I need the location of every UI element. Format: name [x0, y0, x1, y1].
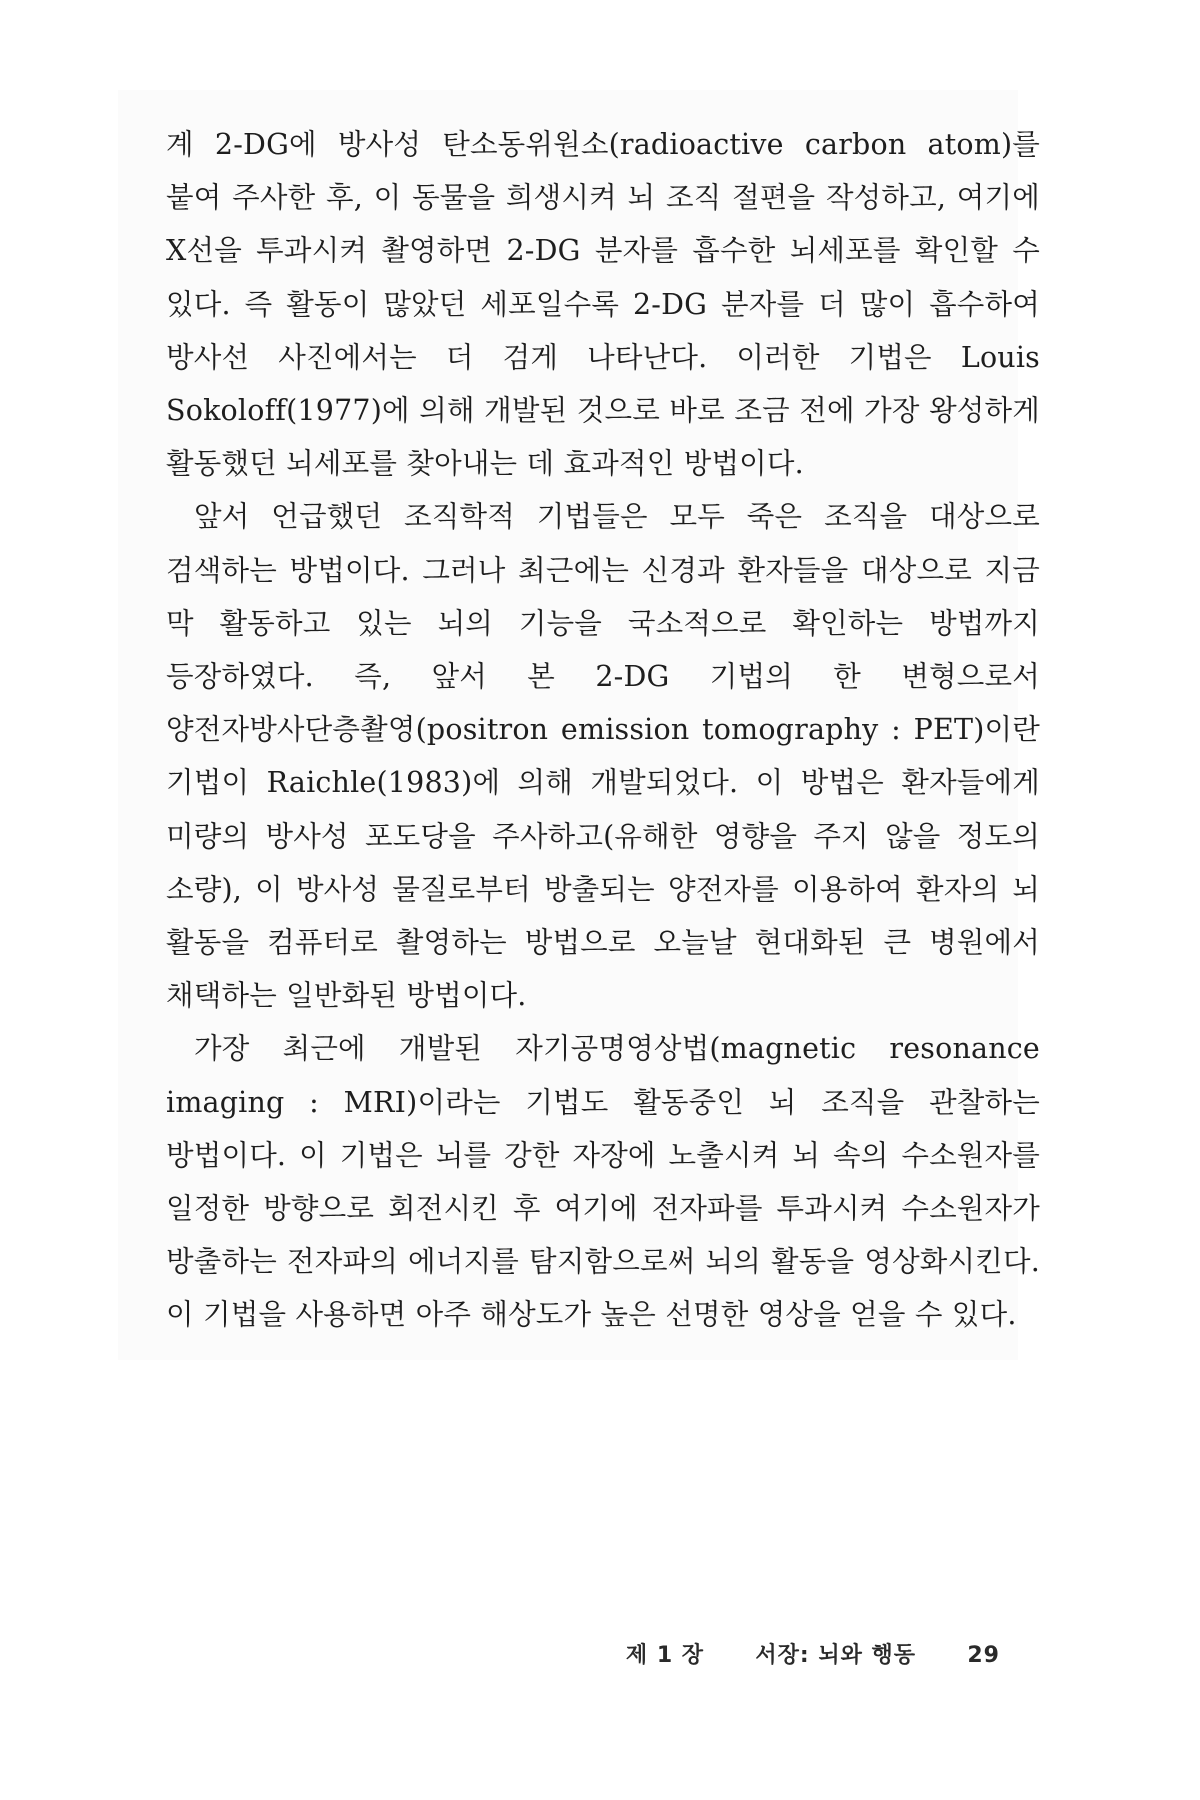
- footer-chapter: 제 1 장: [625, 1643, 705, 1668]
- footer-chapter-title: 서장: 뇌와 행동: [755, 1643, 917, 1668]
- paragraph-pet: 앞서 언급했던 조직학적 기법들은 모두 죽은 조직을 대상으로 검색하는 방법이다. 그러나 최근에는 신경과 환자들을 대상으로 지금 막 활동하고 있는 뇌의 기능을 국소적으로 확인하는 방법까지 등장하였다. 즉, 앞서 본 2-DG 기법의 한 변형으로서 양전자방사단층촬영(positron emission tomography : PET)이란 기법이 Raichle(1983)에 의해 개발되었다. 이 방법은 환자들에게 미량의 방사성 포도당을 주사하고(유해한 영향을 주지 않을 정도의 소량), 이 방사성 물질로부터 방출되는 양전자를 이용하여 환자의 뇌 활동을 컴퓨터로 촬영하는 방법으로 오늘날 현대화된 큰 병원에서 채택하는 일반화된 방법이다.: [166, 500, 1040, 1013]
- paragraph-2dg-method: 계 2-DG에 방사성 탄소동위원소(radioactive carbon atom)를 붙여 주사한 후, 이 동물을 희생시켜 뇌 조직 절편을 작성하고, 여기에 X선을 투과시켜 촬영하면 2-DG 분자를 흡수한 뇌세포를 확인할 수 있다. 즉 활동이 많았던 세포일수록 2-DG 분자를 더 많이 흡수하여 방사선 사진에서는 더 검게 나타난다. 이러한 기법은 Louis Sokoloff(1977)에 의해 개발된 것으로 바로 조금 전에 가장 왕성하게 활동했던 뇌세포를 찾아내는 데 효과적인 방법이다.: [166, 128, 1040, 481]
- page-number: 29: [967, 1643, 1000, 1668]
- paragraph-mri: 가장 최근에 개발된 자기공명영상법(magnetic resonance imaging : MRI)이라는 기법도 활동중인 뇌 조직을 관찰하는 방법이다. 이 기법은 뇌를 강한 자장에 노출시켜 뇌 속의 수소원자를 일정한 방향으로 회전시킨 후 여기에 전자파를 투과시켜 수소원자가 방출하는 전자파의 에너지를 탐지함으로써 뇌의 활동을 영상화시킨다. 이 기법을 사용하면 아주 해상도가 높은 선명한 영상을 얻을 수 있다.: [166, 1032, 1040, 1332]
- running-footer: [626, 1638, 1000, 1669]
- body-text: [166, 118, 1040, 1342]
